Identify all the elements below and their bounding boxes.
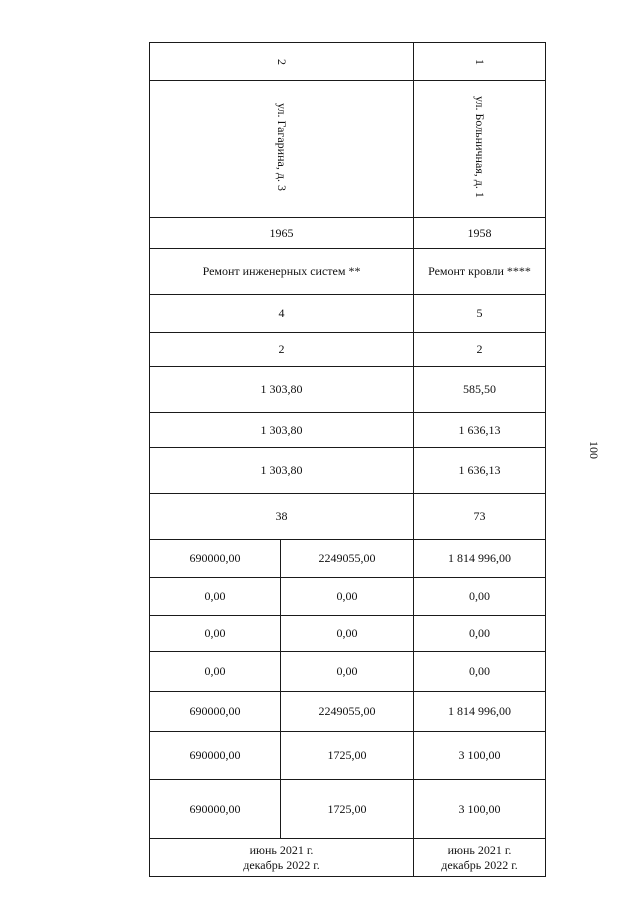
table-cell: 1 303,80 xyxy=(150,367,414,413)
cost-row xyxy=(150,578,546,616)
cost-cell: 3 100,00 xyxy=(414,732,546,780)
repair-schedule-table xyxy=(149,42,546,877)
table-cell: 1 303,80 xyxy=(150,448,414,494)
column-number-row xyxy=(150,43,546,81)
cost-cell: 690000,00 xyxy=(150,692,281,732)
cost-cell: 0,00 xyxy=(281,616,414,652)
cost-cell: 1725,00 xyxy=(281,780,414,839)
period-end: декабрь 2022 г. xyxy=(243,857,320,872)
column-number-cell xyxy=(150,43,414,81)
cost-cell: 0,00 xyxy=(414,616,546,652)
cost-row xyxy=(150,652,546,692)
cost-cell: 1725,00 xyxy=(281,732,414,780)
column-number: 2 xyxy=(275,59,289,65)
work-type-row xyxy=(150,249,546,295)
table-row xyxy=(150,367,546,413)
table-row xyxy=(150,494,546,540)
table-cell: 1 636,13 xyxy=(414,448,546,494)
table-row xyxy=(150,333,546,367)
table-cell: 585,50 xyxy=(414,367,546,413)
address-cell xyxy=(414,81,546,218)
table-cell: 1 636,13 xyxy=(414,413,546,448)
cost-cell: 0,00 xyxy=(414,578,546,616)
table-cell: 38 xyxy=(150,494,414,540)
period-end: декабрь 2022 г. xyxy=(441,857,518,872)
cost-row xyxy=(150,692,546,732)
page-number: 100 xyxy=(587,441,601,459)
work-type-cell: Ремонт кровли **** xyxy=(414,249,546,295)
address-cell xyxy=(150,81,414,218)
year-cell: 1958 xyxy=(414,218,546,249)
table-row xyxy=(150,295,546,333)
cost-cell: 2249055,00 xyxy=(281,692,414,732)
period-cell xyxy=(150,839,414,877)
cost-cell: 1 814 996,00 xyxy=(414,692,546,732)
cost-row xyxy=(150,540,546,578)
cost-cell: 690000,00 xyxy=(150,540,281,578)
year-row xyxy=(150,218,546,249)
cost-cell: 0,00 xyxy=(150,578,281,616)
table-row xyxy=(150,413,546,448)
table-cell: 1 303,80 xyxy=(150,413,414,448)
cost-cell: 690000,00 xyxy=(150,732,281,780)
cost-row xyxy=(150,780,546,839)
cost-cell: 2249055,00 xyxy=(281,540,414,578)
period-start: июнь 2021 г. xyxy=(249,842,314,857)
table-cell: 4 xyxy=(150,295,414,333)
period-start: июнь 2021 г. xyxy=(447,842,512,857)
cost-cell: 3 100,00 xyxy=(414,780,546,839)
year-cell: 1965 xyxy=(150,218,414,249)
cost-row xyxy=(150,616,546,652)
cost-cell: 690000,00 xyxy=(150,780,281,839)
table-cell: 73 xyxy=(414,494,546,540)
table-row xyxy=(150,448,546,494)
period-row xyxy=(150,839,546,877)
cost-cell: 1 814 996,00 xyxy=(414,540,546,578)
column-number: 1 xyxy=(473,59,487,65)
address-text: ул. Гагарина, д. 3 xyxy=(275,103,289,191)
address-row xyxy=(150,81,546,218)
period-cell xyxy=(414,839,546,877)
cost-cell: 0,00 xyxy=(281,652,414,692)
column-number-cell xyxy=(414,43,546,81)
table-cell: 5 xyxy=(414,295,546,333)
cost-row xyxy=(150,732,546,780)
cost-cell: 0,00 xyxy=(150,616,281,652)
cost-cell: 0,00 xyxy=(150,652,281,692)
cost-cell: 0,00 xyxy=(414,652,546,692)
address-text: ул. Больничная, д. 1 xyxy=(473,96,487,198)
cost-cell: 0,00 xyxy=(281,578,414,616)
table-cell: 2 xyxy=(150,333,414,367)
work-type-cell: Ремонт инженерных систем ** xyxy=(150,249,414,295)
table-cell: 2 xyxy=(414,333,546,367)
